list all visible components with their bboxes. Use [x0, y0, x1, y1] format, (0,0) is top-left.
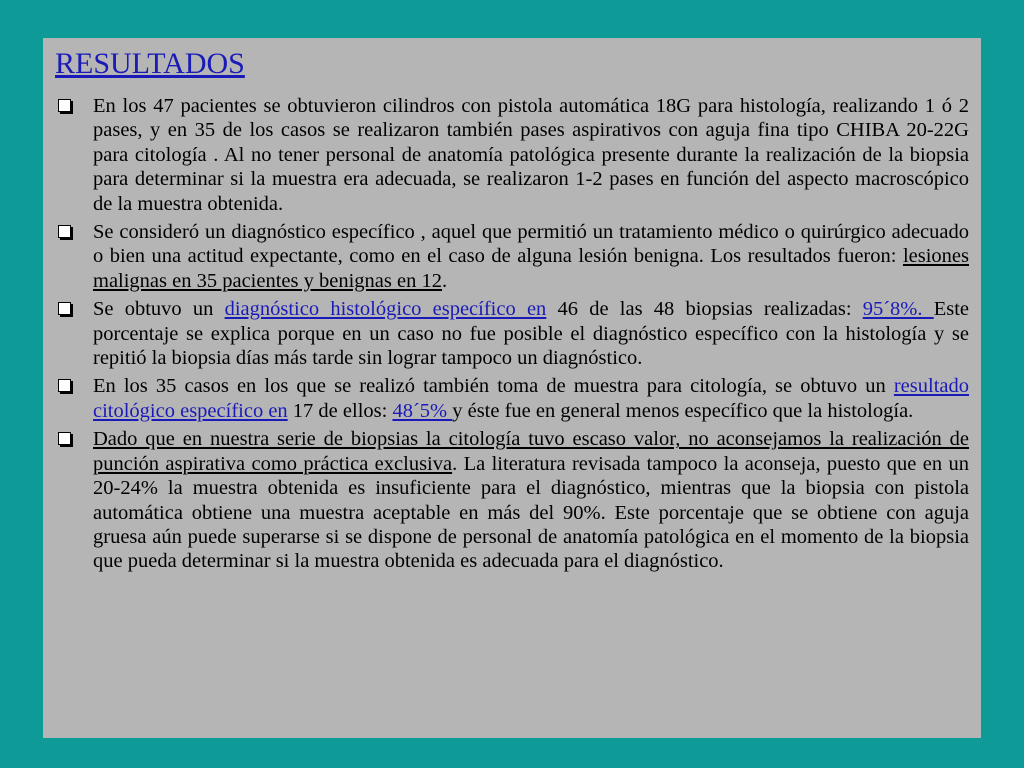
bullet-list [55, 94, 969, 574]
bullet-text: En los 35 casos en los que se realizó también toma de muestra para citología, se obtuvo un [93, 375, 894, 398]
cytology-link[interactable]: resultado citológico específico en [93, 375, 969, 422]
histology-percent-link[interactable]: 95´8%. [862, 298, 934, 321]
underlined-conclusion: Dado que en nuestra serie de biopsias la citología tuvo escaso valor, no aconsejamos la realización de punción aspirativa como práctica exclusiva [93, 428, 969, 475]
bullet-text: . [441, 269, 448, 292]
histology-link[interactable]: diagnóstico histológico específico en [224, 298, 547, 321]
bullet-text: y éste fue en general menos específico que la histología. [452, 399, 914, 422]
checkbox-bullet-icon [58, 225, 71, 238]
bullet-text: En los 47 pacientes se obtuvieron cilindros con pistola automática 18G para histología, realizando 1 ó 2 pases, y en 35 de los casos se realizaron también pases aspirativos con aguja fina tipo CHIBA 20-22G para citología . Al no tener personal de anatomía patológica presente durante la realización de la biopsia para determinar si la muestra era adecuada, se realizaron 1-2 pases en función del aspecto macroscópico de la muestra obtenida. [93, 95, 969, 215]
bullet-item [55, 297, 969, 370]
underlined-result: lesiones malignas en 35 pacientes y benignas en 12 [93, 245, 969, 292]
slide-panel [43, 38, 981, 738]
cytology-percent-link[interactable]: 48´5% [392, 399, 453, 422]
bullet-text: Se obtuvo un [93, 298, 225, 321]
bullet-item [55, 94, 969, 216]
bullet-text: Este porcentaje se explica porque en un caso no fue posible el diagnóstico específico con la histología y se repitió la biopsia días más tarde sin lograr tampoco un diagnóstico. [93, 298, 970, 370]
bullet-text: Se consideró un diagnóstico específico , aquel que permitió un tratamiento médico o quirúrgico adecuado o bien una actitud expectante, como en el caso de alguna lesión benigna. Los resultados fueron: [93, 221, 969, 268]
bullet-text: 17 de ellos: [287, 399, 393, 422]
checkbox-bullet-icon [58, 99, 71, 112]
bullet-text: . La literatura revisada tampoco la aconseja, puesto que en un 20-24% la muestra obtenida es insuficiente para el diagnóstico, mientras que la biopsia con pistola automática obtiene una muestra aceptable en más del 90%. Este porcentaje que se obtiene con aguja gruesa aún puede superarse si se dispone de personal de anatomía patológica en el momento de la biopsia que pueda determinar si la muestra obtenida es adecuada para el diagnóstico. [93, 452, 969, 573]
checkbox-bullet-icon [58, 379, 71, 392]
checkbox-bullet-icon [58, 302, 71, 315]
bullet-text: 46 de las 48 biopsias realizadas: [546, 298, 863, 321]
bullet-item [55, 374, 969, 423]
slide-title: RESULTADOS [55, 47, 245, 80]
bullet-item [55, 427, 969, 573]
checkbox-bullet-icon [58, 432, 71, 445]
bullet-item [55, 220, 969, 293]
